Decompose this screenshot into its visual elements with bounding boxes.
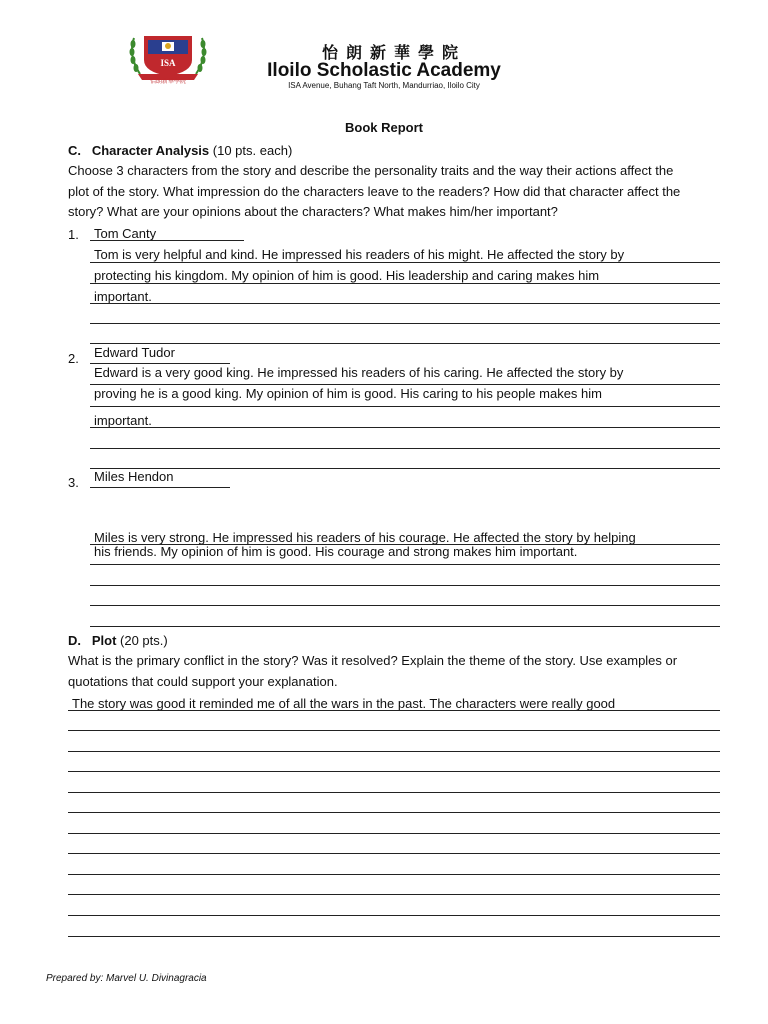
answer-line [90,427,720,428]
character-1-name: Tom Canty [94,226,157,241]
character-2-line-2: proving he is a good king. My opinion of him is good. His caring to his people makes him [94,386,602,401]
school-chinese-name: 怡朗新華學院 [321,43,466,62]
answer-line [90,262,720,263]
answer-line [90,303,720,304]
answer-line [68,936,720,937]
answer-line [68,915,720,916]
character-2-number: 2. [68,351,79,366]
character-2-name: Edward Tudor [94,345,175,360]
answer-line [90,585,720,586]
instruction-line: plot of the story. What impression do the characters leave to the readers? How did that character affect the [68,183,681,199]
logo-caption: 怡朗新華學院 [149,78,186,85]
section-d-heading [68,633,168,648]
character-1-line-3: important. [94,289,152,304]
section-c-heading [68,143,292,158]
answer-line [90,626,720,627]
answer-line [68,792,720,793]
answer-line [90,323,720,324]
answer-line [90,564,720,565]
section-c-letter: C. [68,143,81,158]
section-c-points: (10 pts. each) [212,143,293,158]
section-d-points: (20 pts.) [120,633,168,648]
answer-line [68,874,720,875]
character-2-line-3: important. [94,413,152,428]
character-1-line-2: protecting his kingdom. My opinion of him is good. His leadership and caring makes him [94,268,600,283]
answer-line [90,384,720,385]
name-underline [90,487,230,488]
plot-answer: The story was good it reminded me of all the wars in the past. The characters were really good [72,696,616,711]
name-underline [90,363,230,364]
answer-line [68,853,720,854]
answer-line [90,605,720,606]
answer-line [68,751,720,752]
section-d-letter: D. [68,633,81,648]
logo-text: ISA [160,58,176,68]
answer-line [90,468,720,469]
section-d-title: Plot [91,633,117,648]
answer-line [90,406,720,407]
instruction-line: What is the primary conflict in the story? Was it resolved? Explain the theme of the story. Use examples or [68,653,678,668]
instruction-line: quotations that could support your explanation. [68,673,338,689]
answer-line [68,894,720,895]
character-1-line-1: Tom is very helpful and kind. He impressed his readers of his might. He affected the story by [94,247,625,262]
answer-line [68,833,720,834]
character-1-number: 1. [68,227,79,242]
answer-line [68,710,720,711]
character-2-line-1: Edward is a very good king. He impressed his readers of his caring. He affected the story by [94,365,624,380]
answer-line [90,343,720,344]
answer-line [68,730,720,731]
school-name: Iloilo Scholastic Academy [267,60,501,81]
character-3-name: Miles Hendon [94,469,174,484]
section-c-title: Character Analysis [91,143,210,158]
section-c-instructions [68,161,748,223]
answer-line [90,283,720,284]
instruction-line: Choose 3 characters from the story and describe the personality traits and the way their actions affect the [68,163,674,178]
answer-line [68,812,720,813]
character-3-number: 3. [68,475,79,490]
name-underline [90,240,244,241]
character-3-line-1: Miles is very strong. He impressed his readers of his courage. He affected the story by helping [94,530,636,545]
prepared-by: Prepared by: Marvel U. Divinagracia [46,973,207,984]
instruction-line: story? What are your opinions about the characters? What makes him/her important? [68,204,558,219]
answer-line [90,448,720,449]
answer-line [68,771,720,772]
section-d-instructions [68,651,748,692]
school-address: ISA Avenue, Buhang Taft North, Mandurriao, Iloilo City [288,81,480,90]
character-3-line-2: his friends. My opinion of him is good. His courage and strong makes him important. [94,544,578,559]
page-title: Book Report [345,120,423,135]
